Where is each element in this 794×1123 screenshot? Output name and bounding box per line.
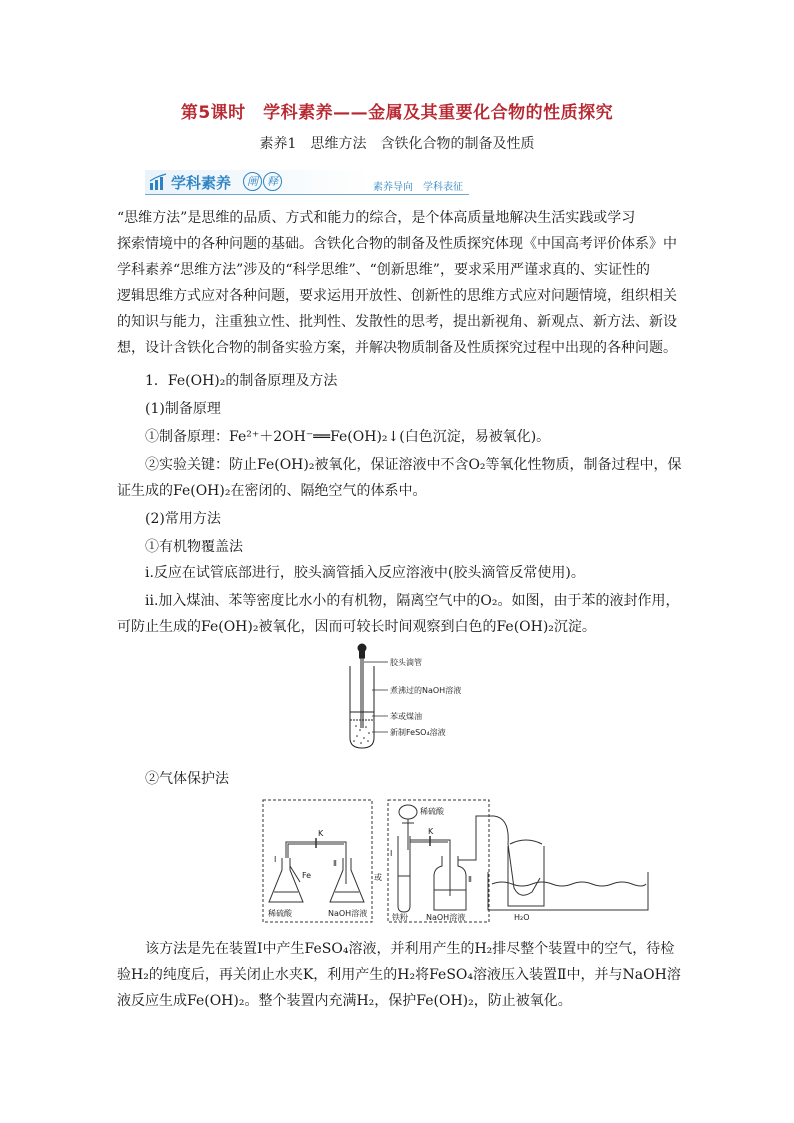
intro-line-4: 逻辑思维方式应对各种问题，要求运用开放性、创新性的思维方式应对问题情境，组织相关 <box>117 288 677 304</box>
test-tube-diagram <box>300 642 480 754</box>
fig1-label-dropper: 胶头滴管 <box>390 658 422 667</box>
fig2-right-label-water: H₂O <box>514 913 530 922</box>
intro-line-3: 学科素养“思维方法”涉及的“科学思维”、“创新思维”，要求采用严谨求真的、实证性的 <box>117 262 650 278</box>
gas-protection-diagram <box>262 796 650 924</box>
method-1-i: ⅰ.反应在试管底部进行，胶头滴管插入反应溶液中(胶头滴管反常使用)。 <box>145 565 585 581</box>
fig2-left-label-naoh: NaOH溶液 <box>328 909 368 918</box>
fig2-right-label-k: K <box>428 827 434 836</box>
fig2-left-label-k: K <box>318 829 324 838</box>
heading-1-sub-1: (1)制备原理 <box>145 401 221 417</box>
intro-line-1: “思维方法”是思维的品质、方式和能力的综合，是个体高质量地解决生活实践或学习 <box>117 210 636 226</box>
fig2-right-label-ii: Ⅱ <box>468 875 472 884</box>
fig2-right-label-i: Ⅰ <box>390 849 393 858</box>
bar-chart-icon <box>149 173 167 191</box>
intro-line-5: 的知识与能力，注重独立性、批判性、发散性的思考，提出新视角、新观点、新方法、新设 <box>117 314 677 330</box>
fig2-left-label-acid: 稀硫酸 <box>268 909 292 918</box>
explain-line-1: 该方法是先在装置Ⅰ中产生FeSO₄溶液，并利用产生的H₂排尽整个装置中的空气，待检 <box>145 941 675 957</box>
fig2-left-label-i: Ⅰ <box>274 855 277 864</box>
banner-seal-1: 阐 <box>243 172 262 191</box>
heading-1: 1．Fe(OH)₂的制备原理及方法 <box>145 373 338 389</box>
principle-2-line-1: ②实验关键：防止Fe(OH)₂被氧化，保证溶液中不含O₂等氧化性物质，制备过程中，保 <box>145 457 682 473</box>
method-1-title: ①有机物覆盖法 <box>145 539 243 555</box>
banner-right-text: 素养导向 学科表征 <box>373 182 463 193</box>
method-1-ii-line-2: 可防止生成的Fe(OH)₂被氧化，因而可较长时间观察到白色的Fe(OH)₂沉淀。 <box>117 619 596 635</box>
method-2-title: ②气体保护法 <box>145 771 229 787</box>
heading-1-sub-2: (2)常用方法 <box>145 511 221 527</box>
fig1-label-naoh: 煮沸过的NaOH溶液 <box>390 686 462 695</box>
explain-line-3: 液反应生成Fe(OH)₂。整个装置内充满H₂，保护Fe(OH)₂，防止被氧化。 <box>117 993 572 1009</box>
intro-line-2: 探索情境中的各种问题的基础。含铁化合物的制备及性质探究体现《中国高考评价体系》中 <box>117 236 677 252</box>
intro-line-6: 想，设计含铁化合物的制备实验方案，并解决物质制备及性质探究过程中出现的各种问题。 <box>117 340 677 356</box>
principle-1: ①制备原理：Fe²⁺＋2OH⁻══Fe(OH)₂↓(白色沉淀，易被氧化)。 <box>145 429 551 445</box>
explain-line-2: 验H₂的纯度后，再关闭止水夹K，利用产生的H₂将FeSO₄溶液压入装置Ⅱ中，并与NaOH溶 <box>117 967 681 983</box>
banner-title: 学科素养 <box>171 174 232 192</box>
principle-2-line-2: 证生成的Fe(OH)₂在密闭的、隔绝空气的体系中。 <box>117 483 427 499</box>
fig2-right-label-acid: 稀硫酸 <box>420 807 444 816</box>
fig2-or-label: 或 <box>374 873 382 882</box>
page-title: 第5课时 学科素养——金属及其重要化合物的性质探究 <box>180 103 614 123</box>
section-subtitle: 素养1 思维方法 含铁化合物的制备及性质 <box>259 136 535 152</box>
subject-banner <box>145 170 469 195</box>
fig2-right-label-iron: 铁粉 <box>392 913 408 922</box>
fig1-label-benzene: 苯或煤油 <box>390 712 422 721</box>
fig2-right-label-naoh: NaOH溶液 <box>426 913 466 922</box>
fig1-label-feso4: 新制FeSO₄溶液 <box>390 728 446 737</box>
method-1-ii-line-1: ⅱ.加入煤油、苯等密度比水小的有机物，隔离空气中的O₂。如图，由于苯的液封作用， <box>145 593 680 609</box>
banner-seal-2: 释 <box>263 172 282 191</box>
fig2-left-label-fe: Fe <box>302 871 312 880</box>
fig2-left-label-ii: Ⅱ <box>333 859 337 868</box>
